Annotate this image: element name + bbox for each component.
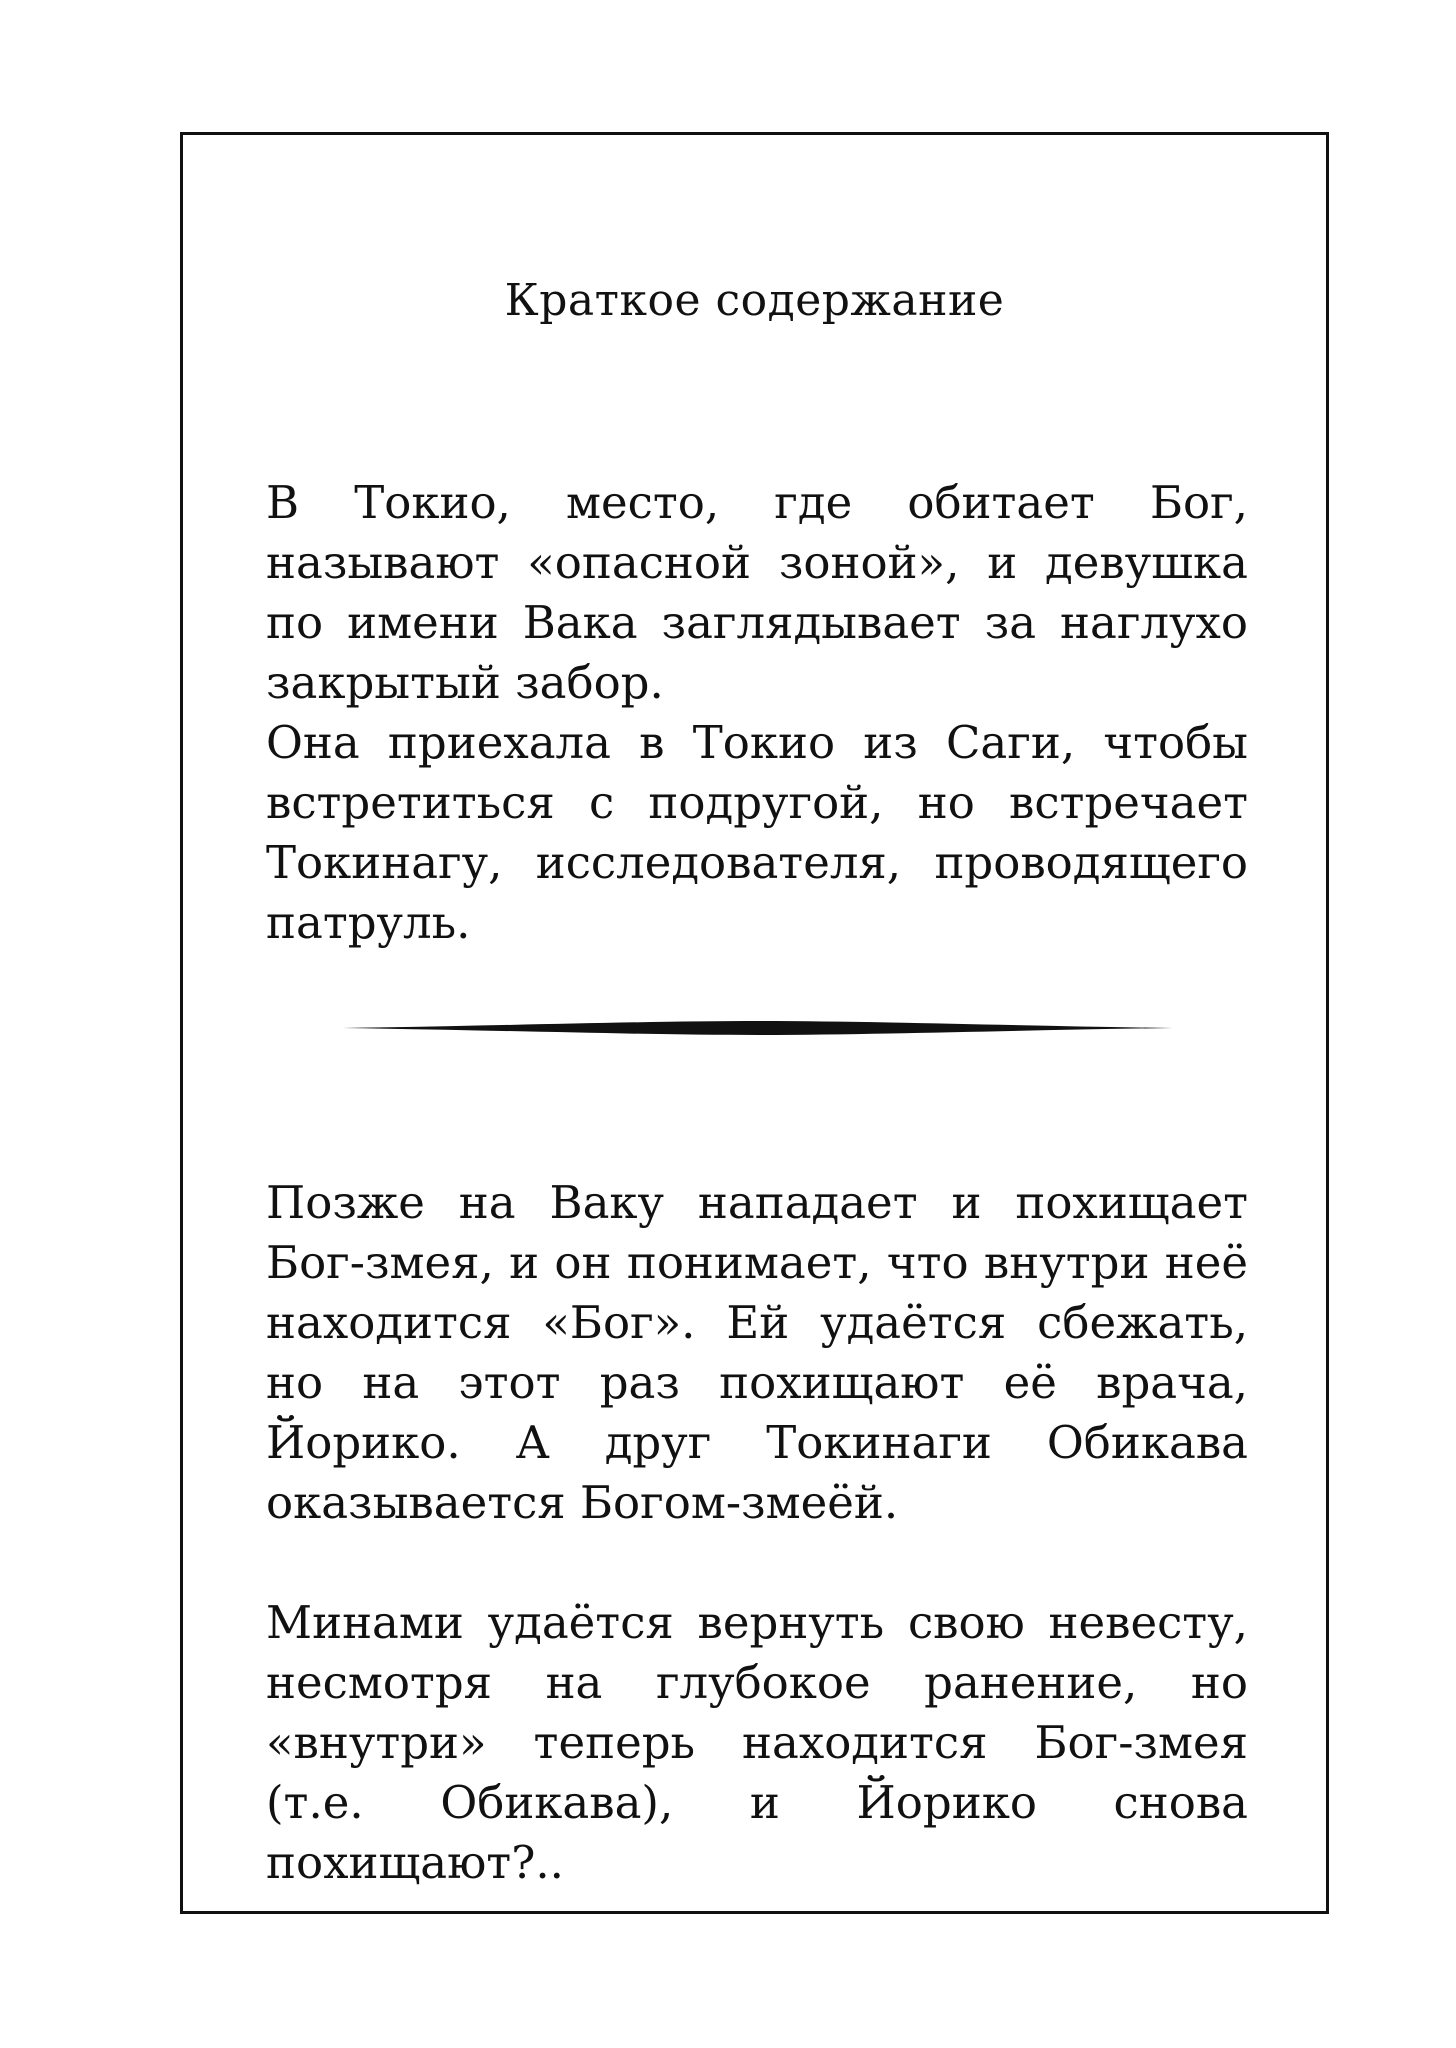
ornamental-divider [343, 1017, 1173, 1039]
page-frame [180, 132, 1329, 1914]
summary-paragraph-2: Она приехала в Токио из Саги, чтобы встретиться с подругой, но встречает Токинагу, исследователя, проводящего патруль. [266, 716, 1248, 949]
summary-paragraph-4: Минами удаётся вернуть свою невесту, несмотря на глубокое ранение, но «внутри» теперь находится Бог-змея (т.е. Обикава), и Йорико снова похищают?.. [266, 1596, 1248, 1889]
summary-paragraph-3: Позже на Ваку нападает и похищает Бог-змея, и он понимает, что внутри неё находится «Бог». Ей удаётся сбежать, но на этот раз похищают её врача, Йорико. А друг Токинаги Обикава оказывается Богом-змеёй. [266, 1176, 1248, 1529]
summary-title: Краткое содержание [504, 275, 1005, 326]
summary-paragraph-1: В Токио, место, где обитает Бог, называют «опасной зоной», и девушка по имени Вака заглядывает за наглухо закрытый забор. [266, 476, 1248, 709]
